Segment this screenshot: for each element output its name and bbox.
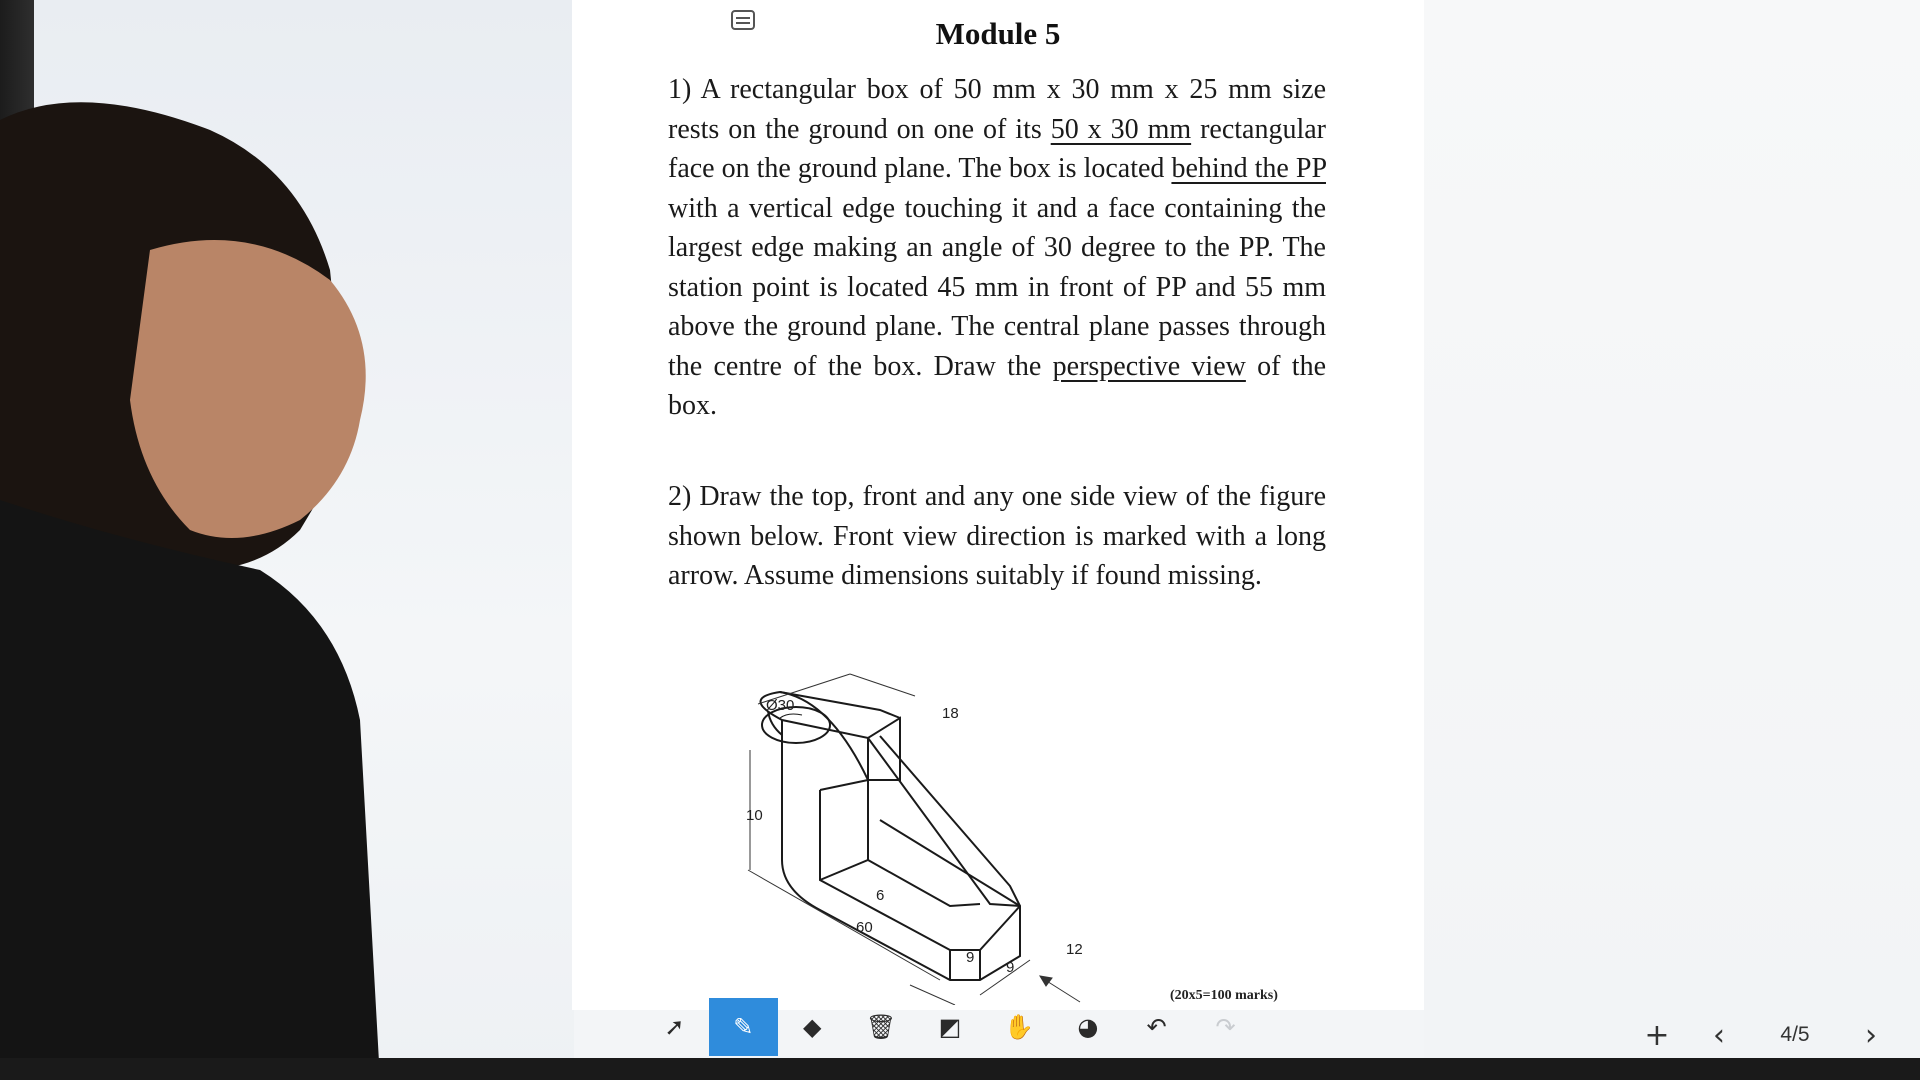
page-title: Module 5 — [935, 16, 1061, 51]
dim-label-9b: 9 — [1006, 959, 1015, 976]
question-1: 1) A rectangular box of 50 mm x 30 mm x 25 mm size rests on the ground on one of its 50 x 30 mm rectangular face on the ground plane. The box is located behind the PP with a vertical edge touching it and a face containing the largest edge making an angle of 30 degree to the PP. The station point is located 45 mm in front of PP and 55 mm above the ground plane. The central plane passes through the centre of the box. Draw the perspective view of the box. — [668, 74, 1327, 421]
next-page-button[interactable]: › — [1865, 1017, 1877, 1053]
question-2: 2) Draw the top, front and any one side view of the figure shown below. Front view direction is marked with a long arrow. Assume dimensions suitably if found missing. — [668, 481, 1326, 591]
dim-label-9a: 9 — [966, 949, 975, 966]
figure-geometry — [760, 692, 1020, 980]
dim-label-dia: Ø30 — [766, 697, 795, 714]
pencil-icon[interactable]: ✎ — [709, 998, 778, 1056]
dim-label-6: 6 — [876, 887, 885, 904]
underlined-phrase-2: behind the PP — [1171, 153, 1326, 184]
marks-note: (20x5=100 marks) — [1170, 988, 1278, 1003]
redo-icon[interactable]: ↷ — [1215, 1013, 1236, 1041]
underlined-phrase-1: 50 x 30 mm — [1050, 113, 1192, 145]
eraser-icon[interactable]: ◆ — [802, 1013, 822, 1041]
trash-icon[interactable]: 🗑 — [865, 1013, 897, 1041]
underlined-phrase-3: perspective view — [1052, 350, 1246, 382]
presenter-figure — [0, 100, 420, 1080]
page-counter: 4/5 — [1780, 1023, 1810, 1046]
isometric-figure — [680, 660, 1320, 1005]
screen-bottom-bezel — [0, 1058, 1920, 1080]
shapes-icon[interactable]: ◩ — [938, 1013, 962, 1041]
prev-page-button[interactable]: ‹ — [1713, 1017, 1725, 1053]
palette-icon[interactable]: ◕ — [1077, 1013, 1099, 1041]
dim-label-12: 12 — [1066, 941, 1083, 958]
dim-label-10: 10 — [746, 807, 763, 824]
add-page-button[interactable]: + — [1644, 1017, 1670, 1053]
dim-label-18: 18 — [942, 705, 959, 722]
hand-icon[interactable]: ✋ — [1003, 1013, 1034, 1041]
drawing-toolbar — [640, 996, 1260, 1058]
dim-label-60: 60 — [856, 919, 873, 936]
cursor-arrow-icon[interactable]: ➚ — [664, 1013, 685, 1041]
page-navigation — [1626, 1012, 1920, 1058]
whiteboard-right-area — [1424, 0, 1920, 1080]
undo-icon[interactable]: ↶ — [1146, 1013, 1167, 1041]
